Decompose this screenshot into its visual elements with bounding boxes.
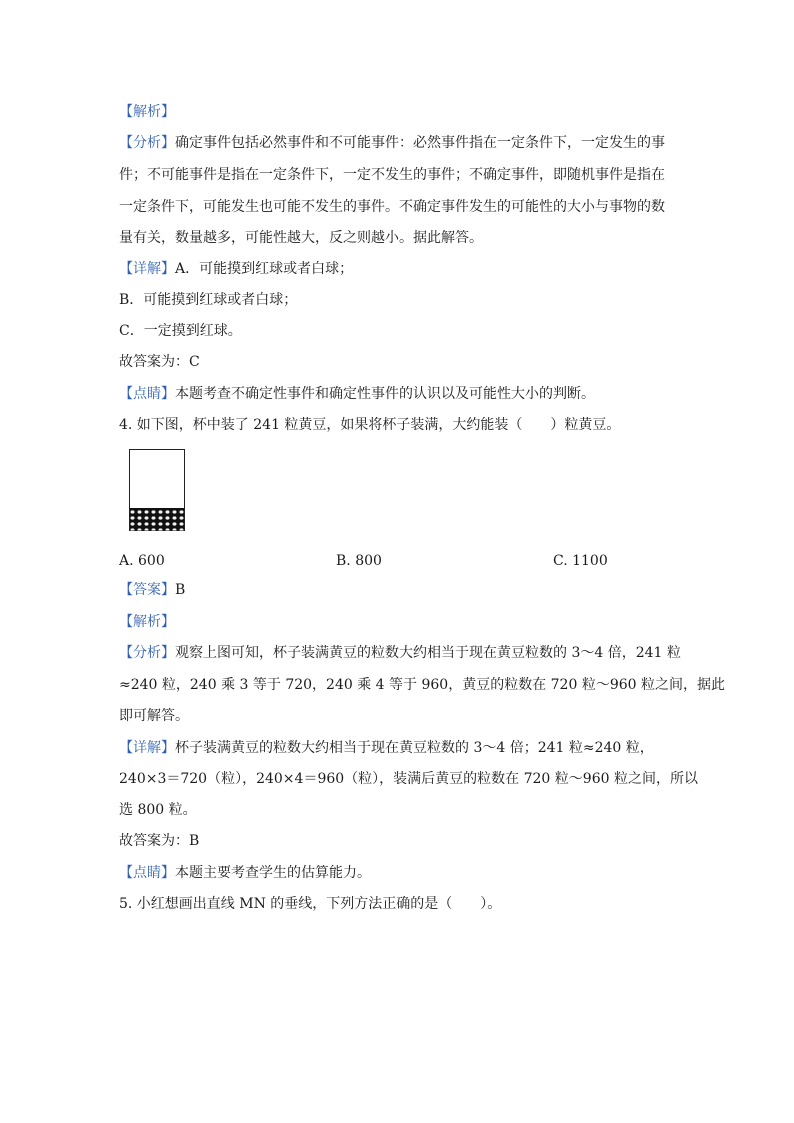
q3-fenxi-text-1: 确定事件包括必然事件和不可能事件：必然事件指在一定条件下，一定发生的事 — [175, 135, 665, 151]
q3-xiangjie-line-2: B．可能摸到红球或者白球； — [119, 292, 298, 308]
q4-fenxi-line-2: ≈240 粒，240 乘 3 等于 720，240 乘 4 等于 960，黄豆的粒数在 720 粒～960 粒之间，据此 — [119, 677, 725, 693]
q4-xiangjie-text-1: 杯子装满黄豆的粒数大约相当于现在黄豆粒数的 3～4 倍；241 粒≈240 粒， — [175, 740, 654, 756]
beans-fill — [130, 508, 184, 531]
q4-option-a[interactable]: A. 600 — [119, 553, 165, 569]
q3-xiangjie-text-1: A．可能摸到红球或者白球； — [175, 261, 354, 277]
cup-with-beans-figure — [129, 449, 185, 531]
q4-dianjing-text: 本题主要考查学生的估算能力。 — [175, 865, 371, 881]
q3-xiangjie-line-1 — [119, 259, 353, 279]
q3-fenxi-line-3: 一定条件下，可能发生也可能不发生的事件。不确定事件发生的可能性的大小与事物的数 — [119, 199, 665, 215]
q4-fenxi-line-1 — [119, 643, 681, 663]
q4-dianjing-line — [119, 863, 371, 883]
q3-dianjing-tag: 【点睛】 — [119, 386, 175, 402]
q3-answer-line: 故答案为：C — [119, 354, 200, 370]
q4-fenxi-text-1: 观察上图可知，杯子装满黄豆的粒数大约相当于现在黄豆粒数的 3～4 倍，241 粒 — [175, 645, 681, 661]
q4-fenxi-line-3: 即可解答。 — [119, 708, 189, 724]
q4-option-c[interactable]: C. 1100 — [553, 553, 608, 569]
q4-answer-tag: 【答案】 — [119, 582, 175, 598]
q4-answer-heading — [119, 580, 185, 600]
q3-fenxi-tag: 【分析】 — [119, 135, 175, 151]
q4-xiangjie-line-2: 240×3＝720（粒），240×4＝960（粒），装满后黄豆的粒数在 720 粒～960 粒之间，所以 — [119, 771, 698, 787]
q3-fenxi-line-2: 件；不可能事件是指在一定条件下，一定不发生的事件；不确定事件，即随机事件是指在 — [119, 167, 665, 183]
q3-jiexi-tag: 【解析】 — [119, 104, 175, 120]
q3-xiangjie-tag: 【详解】 — [119, 261, 175, 277]
q3-fenxi-line-1 — [119, 133, 665, 153]
q4-xiangjie-tag: 【详解】 — [119, 740, 175, 756]
q3-dianjing-line — [119, 384, 595, 404]
q4-answer-value: B — [175, 582, 186, 598]
q3-jiexi-heading — [119, 102, 175, 122]
q4-fenxi-tag: 【分析】 — [119, 645, 175, 661]
q4-jiexi-tag: 【解析】 — [119, 614, 175, 630]
q4-xiangjie-line-1 — [119, 738, 654, 758]
q3-dianjing-text: 本题考查不确定性事件和确定性事件的认识以及可能性大小的判断。 — [175, 386, 595, 402]
q3-fenxi-line-4: 量有关，数量越多，可能性越大，反之则越小。据此解答。 — [119, 230, 483, 246]
q3-xiangjie-line-3: C．一定摸到红球。 — [119, 323, 242, 339]
q4-dianjing-tag: 【点睛】 — [119, 865, 175, 881]
q5-stem: 5. 小红想画出直线 MN 的垂线，下列方法正确的是（ ）。 — [119, 896, 502, 912]
q4-xiangjie-line-3: 选 800 粒。 — [119, 802, 197, 818]
q4-jiexi-heading — [119, 612, 175, 632]
q4-stem: 4. 如下图，杯中装了 241 粒黄豆，如果将杯子装满，大约能装（ ）粒黄豆。 — [119, 417, 621, 433]
q4-answer-line: 故答案为：B — [119, 833, 200, 849]
q4-option-b[interactable]: B. 800 — [336, 553, 382, 569]
